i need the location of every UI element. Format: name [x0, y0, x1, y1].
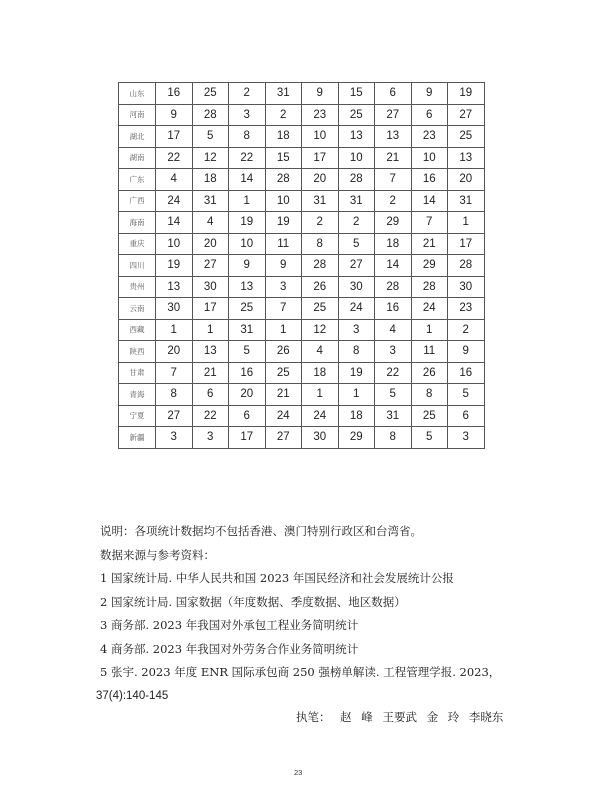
- value-cell: 29: [375, 212, 412, 234]
- table-row: [119, 298, 485, 320]
- value-cell: 31: [192, 190, 229, 212]
- table-row: [119, 276, 485, 298]
- table-row: [119, 384, 485, 406]
- value-cell: 28: [448, 255, 485, 277]
- value-cell: 26: [265, 341, 302, 363]
- table-row: [119, 212, 485, 234]
- value-cell: 8: [156, 384, 193, 406]
- value-cell: 15: [265, 147, 302, 169]
- value-cell: 23: [448, 298, 485, 320]
- value-cell: 1: [338, 384, 375, 406]
- table-row: [119, 362, 485, 384]
- region-cell: 青海: [119, 384, 156, 406]
- value-cell: 1: [411, 319, 448, 341]
- value-cell: 19: [338, 362, 375, 384]
- table-row: [119, 147, 485, 169]
- region-cell: 陕西: [119, 341, 156, 363]
- value-cell: 7: [156, 362, 193, 384]
- value-cell: 10: [265, 190, 302, 212]
- value-cell: 7: [375, 169, 412, 191]
- value-cell: 17: [156, 126, 193, 148]
- value-cell: 20: [192, 233, 229, 255]
- value-cell: 25: [302, 298, 339, 320]
- value-cell: 9: [302, 83, 339, 105]
- value-cell: 17: [302, 147, 339, 169]
- table-row: [119, 126, 485, 148]
- value-cell: 4: [375, 319, 412, 341]
- region-cell: 山东: [119, 83, 156, 105]
- value-cell: 2: [375, 190, 412, 212]
- reference-1: 1 国家统计局. 中华人民共和国 2023 年国民经济和社会发展统计公报: [100, 571, 454, 585]
- value-cell: 28: [375, 276, 412, 298]
- value-cell: 16: [375, 298, 412, 320]
- value-cell: 2: [229, 83, 266, 105]
- value-cell: 9: [411, 83, 448, 105]
- value-cell: 31: [302, 190, 339, 212]
- value-cell: 5: [338, 233, 375, 255]
- table-row: [119, 83, 485, 105]
- value-cell: 10: [302, 126, 339, 148]
- value-cell: 16: [156, 83, 193, 105]
- value-cell: 3: [338, 319, 375, 341]
- value-cell: 22: [229, 147, 266, 169]
- reference-5: 5 张宇. 2023 年度 ENR 国际承包商 250 强榜单解读. 工程管理学报. 2023，: [100, 665, 501, 679]
- value-cell: 3: [156, 427, 193, 449]
- notes-section: [96, 520, 530, 708]
- value-cell: 3: [229, 104, 266, 126]
- region-cell: 四川: [119, 255, 156, 277]
- value-cell: 14: [375, 255, 412, 277]
- table-row: [119, 405, 485, 427]
- region-cell: 广东: [119, 169, 156, 191]
- value-cell: 20: [156, 341, 193, 363]
- value-cell: 9: [156, 104, 193, 126]
- value-cell: 1: [302, 384, 339, 406]
- value-cell: 8: [411, 384, 448, 406]
- value-cell: 21: [265, 384, 302, 406]
- value-cell: 30: [448, 276, 485, 298]
- value-cell: 7: [265, 298, 302, 320]
- value-cell: 3: [375, 341, 412, 363]
- table-row: [119, 190, 485, 212]
- value-cell: 24: [156, 190, 193, 212]
- region-cell: 河南: [119, 104, 156, 126]
- value-cell: 27: [338, 255, 375, 277]
- value-cell: 16: [411, 169, 448, 191]
- value-cell: 27: [156, 405, 193, 427]
- ranking-table: [118, 82, 485, 449]
- region-cell: 西藏: [119, 319, 156, 341]
- region-cell: 贵州: [119, 276, 156, 298]
- table-row: [119, 255, 485, 277]
- reference-3: 3 商务部. 2023 年我国对外承包工程业务简明统计: [100, 618, 359, 632]
- value-cell: 9: [448, 341, 485, 363]
- value-cell: 19: [265, 212, 302, 234]
- value-cell: 18: [265, 126, 302, 148]
- value-cell: 24: [265, 405, 302, 427]
- value-cell: 28: [192, 104, 229, 126]
- value-cell: 2: [265, 104, 302, 126]
- value-cell: 16: [229, 362, 266, 384]
- table-row: [119, 427, 485, 449]
- value-cell: 6: [411, 104, 448, 126]
- value-cell: 31: [448, 190, 485, 212]
- value-cell: 13: [229, 276, 266, 298]
- value-cell: 11: [265, 233, 302, 255]
- reference-2: 2 国家统计局. 国家数据（年度数据、季度数据、地区数据）: [100, 594, 406, 609]
- value-cell: 5: [448, 384, 485, 406]
- value-cell: 14: [229, 169, 266, 191]
- value-cell: 27: [448, 104, 485, 126]
- value-cell: 1: [229, 190, 266, 212]
- value-cell: 22: [156, 147, 193, 169]
- value-cell: 27: [265, 427, 302, 449]
- value-cell: 22: [192, 405, 229, 427]
- value-cell: 4: [302, 341, 339, 363]
- value-cell: 6: [375, 83, 412, 105]
- explanation-note: 说明：各项统计数据均不包括香港、澳门特别行政区和台湾省。: [100, 524, 422, 538]
- value-cell: 19: [229, 212, 266, 234]
- value-cell: 30: [192, 276, 229, 298]
- value-cell: 30: [302, 427, 339, 449]
- value-cell: 12: [192, 147, 229, 169]
- value-cell: 17: [192, 298, 229, 320]
- table-row: [119, 319, 485, 341]
- value-cell: 20: [229, 384, 266, 406]
- page-number: 23: [294, 768, 303, 777]
- value-cell: 25: [192, 83, 229, 105]
- value-cell: 28: [265, 169, 302, 191]
- value-cell: 13: [192, 341, 229, 363]
- value-cell: 20: [448, 169, 485, 191]
- value-cell: 25: [338, 104, 375, 126]
- value-cell: 5: [411, 427, 448, 449]
- value-cell: 24: [338, 298, 375, 320]
- region-cell: 湖南: [119, 147, 156, 169]
- value-cell: 29: [338, 427, 375, 449]
- value-cell: 4: [156, 169, 193, 191]
- value-cell: 16: [448, 362, 485, 384]
- value-cell: 21: [192, 362, 229, 384]
- value-cell: 26: [411, 362, 448, 384]
- value-cell: 23: [302, 104, 339, 126]
- value-cell: 18: [375, 233, 412, 255]
- value-cell: 2: [338, 212, 375, 234]
- value-cell: 25: [448, 126, 485, 148]
- value-cell: 14: [411, 190, 448, 212]
- value-cell: 18: [192, 169, 229, 191]
- value-cell: 10: [411, 147, 448, 169]
- value-cell: 27: [192, 255, 229, 277]
- value-cell: 6: [448, 405, 485, 427]
- value-cell: 9: [265, 255, 302, 277]
- value-cell: 31: [375, 405, 412, 427]
- table-row: [119, 341, 485, 363]
- value-cell: 24: [411, 298, 448, 320]
- value-cell: 1: [448, 212, 485, 234]
- value-cell: 29: [411, 255, 448, 277]
- value-cell: 4: [192, 212, 229, 234]
- value-cell: 28: [411, 276, 448, 298]
- reference-5-continuation: 37(4):140-145: [96, 689, 169, 702]
- value-cell: 1: [156, 319, 193, 341]
- value-cell: 5: [192, 126, 229, 148]
- value-cell: 8: [375, 427, 412, 449]
- value-cell: 7: [411, 212, 448, 234]
- value-cell: 9: [229, 255, 266, 277]
- value-cell: 13: [375, 126, 412, 148]
- value-cell: 6: [229, 405, 266, 427]
- value-cell: 10: [338, 147, 375, 169]
- value-cell: 31: [338, 190, 375, 212]
- region-cell: 湖北: [119, 126, 156, 148]
- value-cell: 14: [156, 212, 193, 234]
- value-cell: 13: [156, 276, 193, 298]
- value-cell: 25: [229, 298, 266, 320]
- value-cell: 8: [338, 341, 375, 363]
- value-cell: 6: [192, 384, 229, 406]
- value-cell: 30: [338, 276, 375, 298]
- region-cell: 云南: [119, 298, 156, 320]
- sources-heading: 数据来源与参考资料：: [100, 547, 215, 562]
- value-cell: 1: [192, 319, 229, 341]
- authors-credit: 执笔： 赵 峰 王要武 金 玲 李晓东: [296, 710, 504, 724]
- value-cell: 17: [448, 233, 485, 255]
- value-cell: 18: [302, 362, 339, 384]
- value-cell: 24: [302, 405, 339, 427]
- value-cell: 28: [302, 255, 339, 277]
- reference-4: 4 商务部. 2023 年我国对外劳务合作业务简明统计: [100, 641, 359, 656]
- value-cell: 28: [338, 169, 375, 191]
- value-cell: 5: [229, 341, 266, 363]
- region-cell: 甘肃: [119, 362, 156, 384]
- value-cell: 31: [265, 83, 302, 105]
- value-cell: 10: [229, 233, 266, 255]
- table-row: [119, 233, 485, 255]
- table-body: [119, 83, 485, 449]
- value-cell: 30: [156, 298, 193, 320]
- value-cell: 12: [302, 319, 339, 341]
- value-cell: 2: [302, 212, 339, 234]
- value-cell: 5: [375, 384, 412, 406]
- value-cell: 3: [265, 276, 302, 298]
- region-cell: 广西: [119, 190, 156, 212]
- value-cell: 1: [265, 319, 302, 341]
- region-cell: 重庆: [119, 233, 156, 255]
- value-cell: 10: [156, 233, 193, 255]
- value-cell: 13: [448, 147, 485, 169]
- value-cell: 26: [302, 276, 339, 298]
- value-cell: 3: [448, 427, 485, 449]
- value-cell: 18: [338, 405, 375, 427]
- value-cell: 21: [375, 147, 412, 169]
- value-cell: 8: [302, 233, 339, 255]
- value-cell: 2: [448, 319, 485, 341]
- value-cell: 19: [448, 83, 485, 105]
- value-cell: 23: [411, 126, 448, 148]
- value-cell: 15: [338, 83, 375, 105]
- value-cell: 21: [411, 233, 448, 255]
- value-cell: 19: [156, 255, 193, 277]
- value-cell: 3: [192, 427, 229, 449]
- table-row: [119, 104, 485, 126]
- value-cell: 20: [302, 169, 339, 191]
- value-cell: 22: [375, 362, 412, 384]
- value-cell: 27: [375, 104, 412, 126]
- value-cell: 11: [411, 341, 448, 363]
- region-cell: 海南: [119, 212, 156, 234]
- value-cell: 8: [229, 126, 266, 148]
- value-cell: 13: [338, 126, 375, 148]
- table-row: [119, 169, 485, 191]
- value-cell: 25: [411, 405, 448, 427]
- value-cell: 31: [229, 319, 266, 341]
- region-cell: 宁夏: [119, 405, 156, 427]
- value-cell: 25: [265, 362, 302, 384]
- value-cell: 17: [229, 427, 266, 449]
- region-cell: 新疆: [119, 427, 156, 449]
